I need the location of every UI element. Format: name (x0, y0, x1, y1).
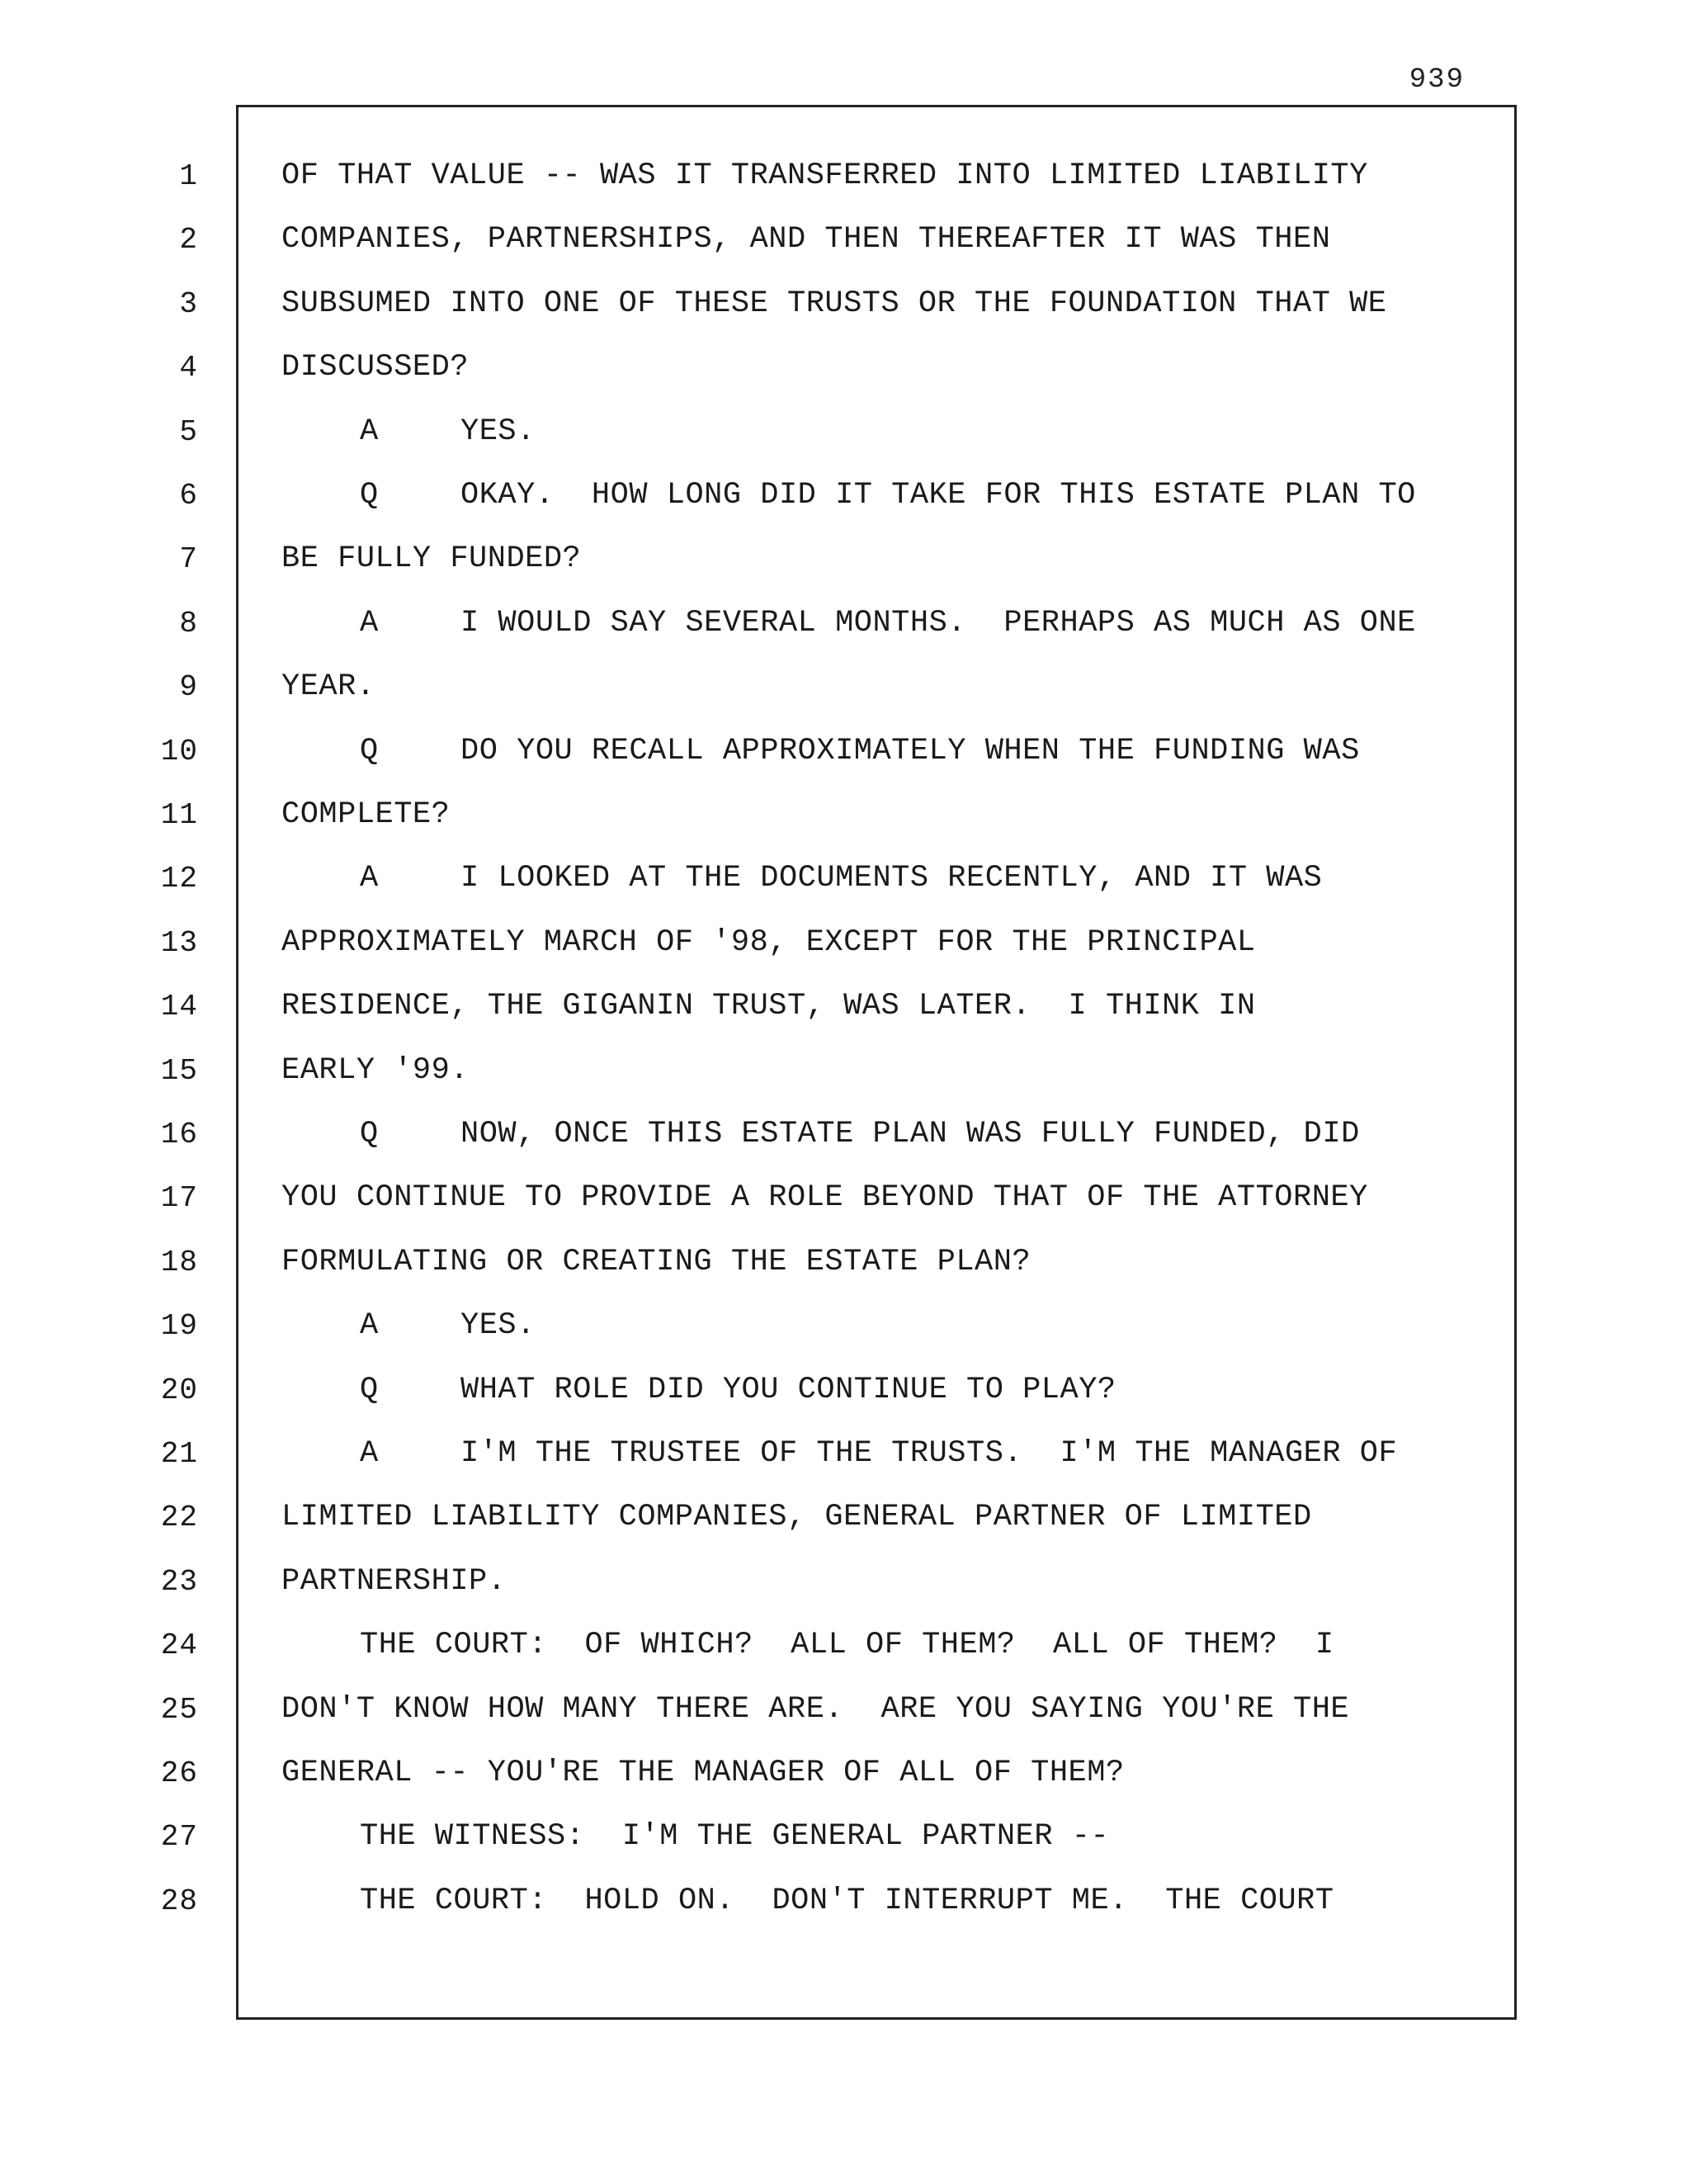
transcript-line (0, 592, 1690, 655)
speaker-label: A (360, 605, 379, 641)
transcript-line (0, 783, 1690, 847)
speaker-label: Q (360, 1117, 379, 1151)
line-number: 3 (179, 286, 198, 321)
line-number: 5 (179, 414, 198, 449)
transcript-line (0, 847, 1690, 910)
line-number: 25 (160, 1692, 198, 1727)
transcript-line (0, 1294, 1690, 1358)
line-text: I WOULD SAY SEVERAL MONTHS. PERHAPS AS MUCH AS ONE (460, 605, 1416, 641)
line-text: DISCUSSED? (281, 350, 470, 385)
transcript-line (0, 272, 1690, 336)
line-text: YES. (460, 414, 536, 449)
transcript-line (0, 1359, 1690, 1422)
line-text: OF THAT VALUE -- WAS IT TRANSFERRED INTO LIMITED LIABILITY (281, 158, 1368, 193)
line-text: APPROXIMATELY MARCH OF '98, EXCEPT FOR THE PRINCIPAL (281, 924, 1256, 960)
page-number: 939 (1409, 64, 1465, 96)
transcript-line (0, 208, 1690, 272)
line-text: DON'T KNOW HOW MANY THERE ARE. ARE YOU SAYING YOU'RE THE (281, 1691, 1350, 1727)
speaker-label: A (360, 861, 379, 896)
line-text: RESIDENCE, THE GIGANIN TRUST, WAS LATER. I THINK IN (281, 989, 1256, 1024)
speaker-label: Q (360, 478, 379, 513)
line-number: 8 (179, 606, 198, 641)
line-text: YEAR. (281, 669, 375, 705)
line-number: 15 (160, 1053, 198, 1088)
line-text: COMPLETE? (281, 797, 451, 832)
transcript-line (0, 1039, 1690, 1103)
line-text: THE COURT: OF WHICH? ALL OF THEM? ALL OF THEM? I (360, 1628, 1334, 1663)
transcript-line (0, 1422, 1690, 1486)
line-number: 24 (160, 1629, 198, 1663)
line-text: LIMITED LIABILITY COMPANIES, GENERAL PARTNER OF LIMITED (281, 1500, 1312, 1535)
speaker-label: Q (360, 733, 379, 768)
line-text: GENERAL -- YOU'RE THE MANAGER OF ALL OF THEM? (281, 1756, 1125, 1790)
line-number: 28 (160, 1884, 198, 1918)
line-number: 9 (179, 670, 198, 705)
line-number: 19 (160, 1309, 198, 1344)
line-number: 22 (160, 1501, 198, 1535)
line-text: NOW, ONCE THIS ESTATE PLAN WAS FULLY FUNDED, DID (460, 1117, 1360, 1151)
line-number: 10 (160, 734, 198, 768)
transcript-line (0, 1486, 1690, 1549)
transcript-line (0, 911, 1690, 975)
line-text: I'M THE TRUSTEE OF THE TRUSTS. I'M THE MANAGER OF (460, 1436, 1398, 1471)
line-number: 12 (160, 862, 198, 896)
line-text: I LOOKED AT THE DOCUMENTS RECENTLY, AND IT WAS (460, 861, 1323, 896)
line-number: 11 (160, 798, 198, 832)
line-number: 20 (160, 1373, 198, 1407)
line-text: DO YOU RECALL APPROXIMATELY WHEN THE FUNDING WAS (460, 733, 1360, 768)
line-text: WHAT ROLE DID YOU CONTINUE TO PLAY? (460, 1372, 1116, 1407)
line-number: 26 (160, 1756, 198, 1790)
line-text: OKAY. HOW LONG DID IT TAKE FOR THIS ESTATE PLAN TO (460, 478, 1416, 513)
transcript-line (0, 144, 1690, 208)
line-number: 7 (179, 542, 198, 577)
speaker-label: A (360, 1436, 379, 1471)
transcript-line (0, 655, 1690, 719)
speaker-label: A (360, 414, 379, 449)
line-text: PARTNERSHIP. (281, 1563, 507, 1599)
line-number: 16 (160, 1118, 198, 1151)
line-number: 6 (179, 479, 198, 513)
transcript-line (0, 1678, 1690, 1742)
transcript-line (0, 400, 1690, 464)
transcript-line (0, 975, 1690, 1038)
line-text: THE COURT: HOLD ON. DON'T INTERRUPT ME. THE COURT (360, 1883, 1334, 1918)
line-number: 1 (179, 159, 198, 193)
transcript-line (0, 1103, 1690, 1166)
line-text: BE FULLY FUNDED? (281, 541, 582, 577)
line-text: COMPANIES, PARTNERSHIPS, AND THEN THEREAFTER IT WAS THEN (281, 222, 1331, 258)
transcript-line (0, 336, 1690, 399)
transcript-line (0, 1805, 1690, 1869)
transcript-line (0, 1550, 1690, 1614)
line-number: 18 (160, 1245, 198, 1279)
line-number: 27 (160, 1820, 198, 1855)
line-text: SUBSUMED INTO ONE OF THESE TRUSTS OR THE FOUNDATION THAT WE (281, 286, 1387, 321)
line-text: THE WITNESS: I'M THE GENERAL PARTNER -- (360, 1819, 1110, 1855)
speaker-label: A (360, 1308, 379, 1344)
line-number: 17 (160, 1181, 198, 1216)
line-number: 13 (160, 925, 198, 960)
transcript-line (0, 464, 1690, 527)
transcript-line (0, 527, 1690, 591)
transcript-line (0, 720, 1690, 783)
speaker-label: Q (360, 1372, 379, 1407)
line-number: 21 (160, 1437, 198, 1471)
transcript-line (0, 1870, 1690, 1933)
transcript-line (0, 1231, 1690, 1294)
transcript-line (0, 1614, 1690, 1677)
line-number: 14 (160, 990, 198, 1024)
transcript-line (0, 1166, 1690, 1230)
line-text: FORMULATING OR CREATING THE ESTATE PLAN? (281, 1244, 1031, 1279)
line-text: EARLY '99. (281, 1052, 470, 1088)
line-number: 23 (160, 1564, 198, 1599)
transcript-line (0, 1742, 1690, 1805)
line-text: YES. (460, 1308, 536, 1344)
line-number: 4 (179, 351, 198, 385)
line-number: 2 (179, 223, 198, 258)
line-text: YOU CONTINUE TO PROVIDE A ROLE BEYOND THAT OF THE ATTORNEY (281, 1180, 1368, 1216)
